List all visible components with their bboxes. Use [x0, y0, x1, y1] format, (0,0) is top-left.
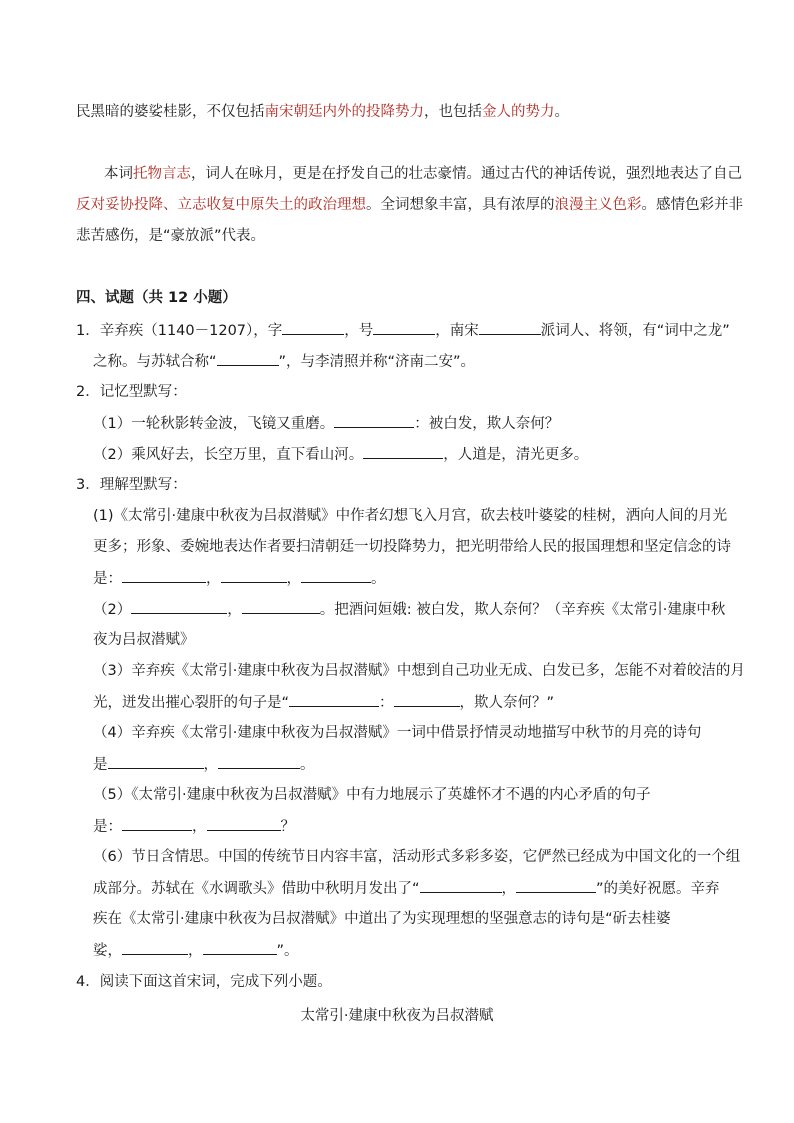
- intro-paragraph-2-line-2: [76, 195, 743, 215]
- answer-blank[interactable]: [479, 320, 541, 335]
- question-3-item-4-line-1: [93, 723, 701, 743]
- question-3-item-6-line-2: [93, 878, 720, 899]
- answer-blank[interactable]: [363, 444, 443, 459]
- text: ，号: [344, 323, 374, 339]
- answer-blank[interactable]: [221, 568, 287, 583]
- question-2-title: [76, 382, 187, 402]
- question-3-item-6-line-4: [93, 940, 299, 961]
- text: 1．辛弃疾（1140－1207），字: [76, 323, 283, 339]
- highlight-text: 反对妥协投降、立志收复中原失土的政治理想: [76, 197, 366, 213]
- text: （2）: [93, 602, 132, 618]
- text: 。把酒问姮娥: 被白发，欺人奈何？（辛弃疾《太常引·建康中秋: [319, 602, 726, 618]
- poem-title: [0, 1006, 794, 1026]
- poem-title-text: 太常引·建康中秋夜为吕叔潜赋: [300, 1008, 494, 1024]
- answer-blank[interactable]: [218, 754, 300, 769]
- text: 是：: [93, 819, 122, 835]
- answer-blank[interactable]: [122, 940, 188, 955]
- question-2-item-1: [93, 413, 559, 434]
- text: 。: [371, 571, 386, 587]
- text: （1）一轮秋影转金波，飞镜又重磨。: [93, 416, 335, 432]
- text: ：被白发，欺人奈何？: [414, 416, 560, 432]
- text: ，: [286, 571, 301, 587]
- question-3-item-5-line-1: [93, 785, 651, 805]
- text: 悲苦感伤，是“豪放派”代表。: [76, 228, 266, 244]
- text: 。全词想象丰富，具有浓厚的: [366, 197, 555, 213]
- answer-blank[interactable]: [420, 878, 502, 893]
- text: 。感情色彩并非: [641, 197, 743, 213]
- answer-blank[interactable]: [301, 568, 371, 583]
- text: ：: [379, 695, 394, 711]
- text: ，词人在咏月，更是在抒发自己的壮志豪情。通过古代的神话传说，强烈地表达了自己: [191, 166, 742, 182]
- highlight-text: 金人的势力: [482, 104, 555, 120]
- text: 娑，: [93, 943, 122, 959]
- text: （3）辛弃疾《太常引·建康中秋夜为吕叔潜赋》中想到自己功业无成、白发已多，怎能不对着皎洁的月: [93, 663, 745, 679]
- text: 3．理解型默写：: [76, 477, 187, 493]
- text: ，南宋: [435, 323, 479, 339]
- question-3-item-1-line-3: [93, 568, 386, 589]
- answer-blank[interactable]: [373, 320, 435, 335]
- intro-paragraph-1: [76, 102, 569, 122]
- text: ？: [280, 819, 295, 835]
- text: 派词人、将领，有“词中之龙”: [540, 323, 730, 339]
- text: ，欺人奈何？”: [459, 695, 555, 711]
- question-3-title: [76, 475, 187, 495]
- text: ”，与李清照并称“济南二安”。: [278, 354, 476, 370]
- answer-blank[interactable]: [122, 816, 192, 831]
- answer-blank[interactable]: [282, 320, 344, 335]
- question-3-item-4-line-2: [93, 754, 315, 775]
- answer-blank[interactable]: [203, 940, 277, 955]
- text: 4．阅读下面这首宋词，完成下列小题。: [76, 974, 332, 990]
- answer-blank[interactable]: [207, 816, 281, 831]
- question-2-item-2: [93, 444, 588, 465]
- text: 光，迸发出摧心裂肝的句子是“: [93, 695, 290, 711]
- highlight-text: 托物言志: [133, 166, 191, 182]
- text: 更多；形象、委婉地表达作者要扫清朝廷一切投降势力，把光明带给人民的报国理想和坚定信念的诗: [93, 539, 731, 555]
- text: 疾在《太常引·建康中秋夜为吕叔潜赋》中道出了为实现理想的坚强意志的诗句是“斫去桂婆: [93, 911, 671, 927]
- text: ，人道是，清光更多。: [443, 447, 589, 463]
- answer-blank[interactable]: [131, 599, 227, 614]
- highlight-text: 浪漫主义色彩: [554, 197, 642, 213]
- text: ，: [203, 757, 218, 773]
- answer-blank[interactable]: [122, 568, 206, 583]
- text: (1)《太常引·建康中秋夜为吕叔潜赋》中作者幻想飞入月宫，砍去枝叶婆娑的桂树，洒向人间的月光: [93, 508, 728, 524]
- text: 2．记忆型默写：: [76, 384, 187, 400]
- question-3-item-2-line-1: [93, 599, 725, 620]
- text: 。: [300, 757, 315, 773]
- text: 民黑暗的婆娑桂影，不仅包括: [76, 104, 265, 120]
- question-1-line-1: [76, 320, 730, 341]
- answer-blank[interactable]: [217, 351, 279, 366]
- section-title: [76, 288, 237, 308]
- text: ，: [188, 943, 203, 959]
- question-3-item-2-line-2: [93, 630, 195, 650]
- text: ，: [227, 602, 242, 618]
- text: 是：: [93, 571, 122, 587]
- answer-blank[interactable]: [108, 754, 204, 769]
- answer-blank[interactable]: [394, 692, 460, 707]
- text: ，也包括: [424, 104, 482, 120]
- question-3-item-3-line-1: [93, 661, 745, 681]
- text: 夜为吕叔潜赋》: [93, 632, 195, 648]
- text: （5）《太常引·建康中秋夜为吕叔潜赋》中有力地展示了英雄怀才不遇的内心矛盾的句子: [93, 787, 651, 803]
- answer-blank[interactable]: [289, 692, 379, 707]
- question-1-line-2: [93, 351, 475, 372]
- intro-paragraph-2-line-3: [76, 226, 265, 246]
- intro-paragraph-2-line-1: [104, 164, 742, 184]
- text: ”。: [276, 943, 299, 959]
- text: 之称。与苏轼合称“: [93, 354, 217, 370]
- question-3-item-6-line-3: [93, 909, 671, 929]
- question-3-item-1-line-1: [93, 506, 727, 526]
- answer-blank[interactable]: [516, 878, 596, 893]
- section-title-text: 四、试题（共 12 小题）: [76, 290, 237, 306]
- highlight-text: 南宋朝廷内外的投降势力: [264, 104, 424, 120]
- text: 。: [554, 104, 569, 120]
- text: 成部分。苏轼在《水调歌头》借助中秋明月发出了“: [93, 881, 420, 897]
- question-3-item-5-line-2: [93, 816, 295, 837]
- question-3-item-6-line-1: [93, 847, 740, 867]
- question-3-item-1-line-2: [93, 537, 731, 557]
- text: （6）节日含情思。中国的传统节日内容丰富，活动形式多彩多姿，它俨然已经成为中国文化的一个组: [93, 849, 741, 865]
- text: （2）乘风好去，长空万里，直下看山河。: [93, 447, 364, 463]
- text: 本词: [104, 166, 133, 182]
- text: 是: [93, 757, 108, 773]
- answer-blank[interactable]: [242, 599, 320, 614]
- question-3-item-3-line-2: [93, 692, 554, 713]
- text: （4）辛弃疾《太常引·建康中秋夜为吕叔潜赋》一词中借景抒情灵动地描写中秋节的月亮的诗句: [93, 725, 702, 741]
- answer-blank[interactable]: [334, 413, 414, 428]
- text: ”的美好祝愿。辛弃: [596, 881, 720, 897]
- text: ，: [192, 819, 207, 835]
- question-4-title: [76, 972, 332, 992]
- text: ，: [501, 881, 517, 897]
- text: ，: [206, 571, 221, 587]
